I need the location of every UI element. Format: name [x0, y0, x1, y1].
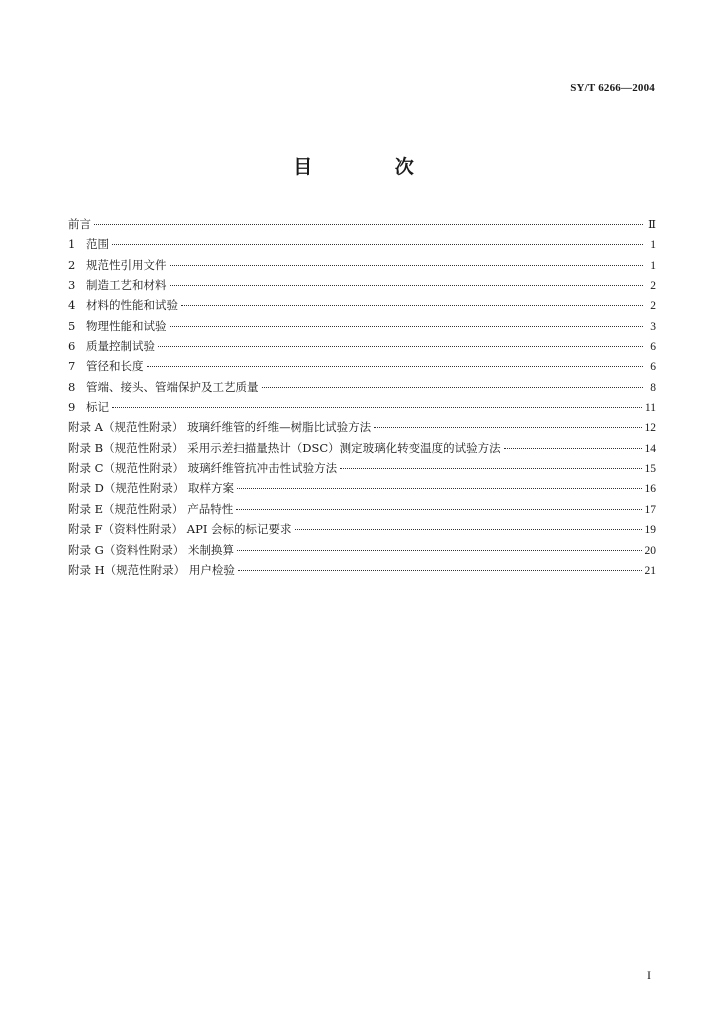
dot-leader: [237, 549, 642, 551]
entry-page: 1: [650, 259, 656, 272]
toc-entry-2[interactable]: [68, 255, 656, 275]
entry-title: 附录 F（资料性附录） API 会标的标记要求: [68, 522, 292, 537]
entry-title: 制造工艺和材料: [86, 278, 167, 293]
table-of-contents: [68, 214, 656, 580]
entry-page: 1: [650, 239, 656, 252]
toc-entry-1[interactable]: [68, 234, 656, 254]
entry-page: 16: [644, 483, 656, 496]
entry-title: 附录 G（资料性附录） 米制换算: [68, 542, 234, 557]
entry-title: 附录 B（规范性附录） 采用示差扫描量热计（DSC）测定玻璃化转变温度的试验方法: [68, 440, 501, 455]
toc-entry-3[interactable]: [68, 275, 656, 295]
entry-page: Ⅱ: [648, 219, 656, 231]
toc-entry-8[interactable]: [68, 377, 656, 397]
dot-leader: [158, 345, 643, 347]
dot-leader: [238, 569, 642, 571]
standard-number: SY/T 6266—2004: [570, 82, 655, 94]
toc-entry-4[interactable]: [68, 295, 656, 315]
dot-leader: [374, 426, 641, 428]
entry-title: 前言: [68, 217, 91, 231]
entry-page: 2: [650, 280, 656, 293]
entry-page: 12: [644, 422, 656, 435]
dot-leader: [147, 365, 644, 367]
entry-number: 8: [68, 379, 76, 394]
entry-page: 19: [644, 524, 656, 537]
entry-page: 11: [644, 402, 656, 415]
entry-title: 范围: [86, 237, 109, 252]
dot-leader: [237, 487, 641, 489]
entry-page: 6: [650, 341, 656, 354]
entry-number: 1: [68, 237, 76, 252]
entry-page: 2: [650, 300, 656, 313]
entry-number: 9: [68, 400, 76, 415]
toc-entry-5[interactable]: [68, 316, 656, 336]
entry-title: 材料的性能和试验: [86, 298, 178, 313]
toc-entry-9[interactable]: [68, 397, 656, 417]
entry-title: 附录 E（规范性附录） 产品特性: [68, 501, 234, 516]
dot-leader: [170, 264, 644, 266]
toc-entry-annex-b[interactable]: [68, 438, 656, 458]
dot-leader: [94, 223, 643, 225]
entry-number: 4: [68, 298, 76, 313]
toc-entry-annex-a[interactable]: [68, 417, 656, 437]
toc-entry-annex-d[interactable]: [68, 478, 656, 498]
entry-title: 标记: [86, 400, 109, 415]
entry-page: 6: [650, 361, 656, 374]
dot-leader: [340, 467, 641, 469]
entry-title: 附录 D（规范性附录） 取样方案: [68, 481, 235, 496]
toc-entry-annex-e[interactable]: [68, 499, 656, 519]
dot-leader: [170, 284, 644, 286]
entry-title: 质量控制试验: [86, 339, 155, 354]
entry-title: 物理性能和试验: [86, 318, 167, 333]
page-title: 目 次: [293, 156, 452, 178]
entry-title: 规范性引用文件: [86, 257, 167, 272]
entry-title: 管端、接头、管端保护及工艺质量: [86, 379, 259, 394]
entry-title: 附录 A（规范性附录） 玻璃纤维管的纤维—树脂比试验方法: [68, 420, 372, 435]
dot-leader: [295, 528, 642, 530]
toc-entry-annex-h[interactable]: [68, 560, 656, 580]
toc-entry-annex-f[interactable]: [68, 519, 656, 539]
entry-page: 20: [644, 544, 656, 557]
dot-leader: [236, 508, 641, 510]
entry-page: 15: [644, 463, 656, 476]
toc-entry-foreword[interactable]: [68, 214, 656, 234]
dot-leader: [181, 304, 643, 306]
dot-leader: [504, 447, 642, 449]
entry-page: 3: [650, 320, 656, 333]
page-number: I: [647, 968, 651, 982]
entry-number: 3: [68, 278, 76, 293]
entry-page: 8: [650, 381, 656, 394]
entry-number: 6: [68, 339, 76, 354]
dot-leader: [112, 406, 642, 408]
entry-page: 17: [644, 503, 656, 516]
toc-entry-7[interactable]: [68, 356, 656, 376]
entry-number: 2: [68, 257, 76, 272]
entry-number: 7: [68, 359, 76, 374]
toc-entry-6[interactable]: [68, 336, 656, 356]
toc-entry-annex-g[interactable]: [68, 540, 656, 560]
dot-leader: [112, 243, 643, 245]
dot-leader: [170, 325, 644, 327]
toc-entry-annex-c[interactable]: [68, 458, 656, 478]
dot-leader: [262, 386, 644, 388]
entry-number: 5: [68, 318, 76, 333]
entry-title: 管径和长度: [86, 359, 144, 374]
entry-title: 附录 H（规范性附录） 用户检验: [68, 562, 235, 577]
entry-title: 附录 C（规范性附录） 玻璃纤维管抗冲击性试验方法: [68, 461, 338, 476]
entry-page: 14: [644, 442, 656, 455]
entry-page: 21: [644, 564, 656, 577]
